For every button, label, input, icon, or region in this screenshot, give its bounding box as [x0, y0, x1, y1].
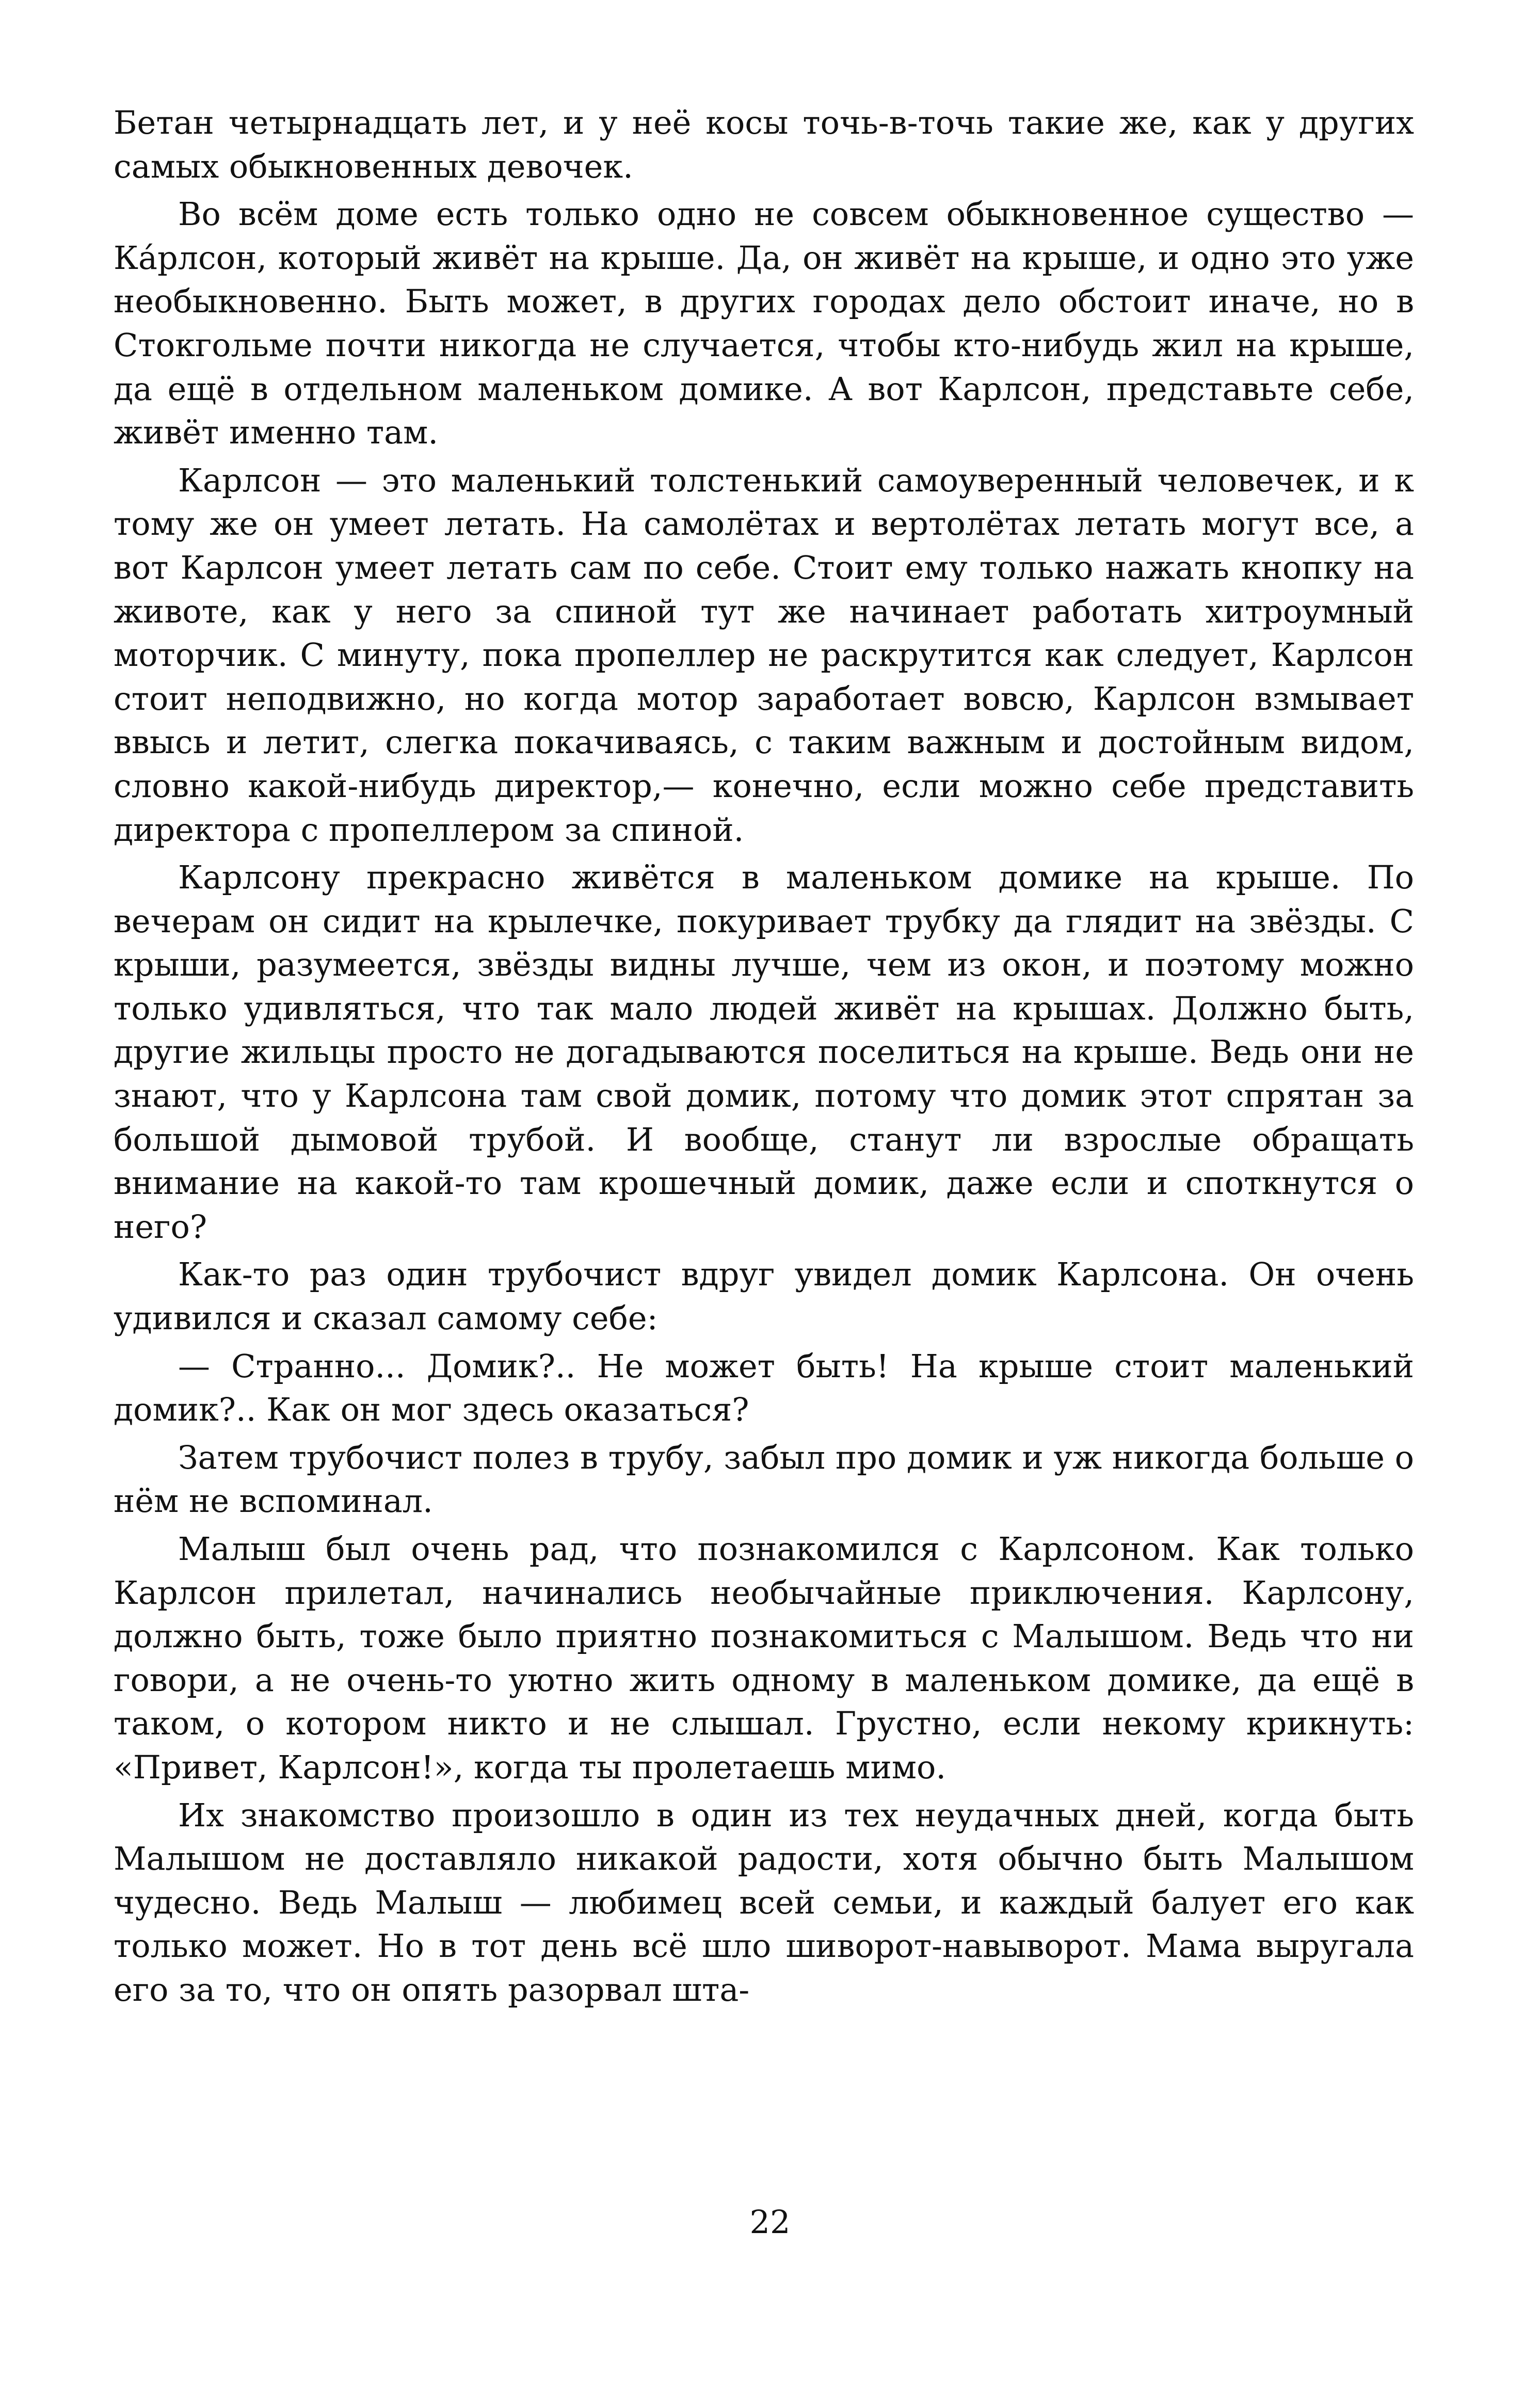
paragraph: Малыш был очень рад, что познакомился с Карлсоном. Как только Карлсон прилетал, начинались необычайные приключения. Карлсону, должно быть, тоже было приятно познакомиться с Малышом. Ведь что ни говори, а не очень-то уютно жить одному в маленьком домике, да ещё в таком, о котором никто и не слышал. Грустно, если некому крикнуть: «Привет, Карлсон!», когда ты пролетаешь мимо. [114, 1530, 1414, 1786]
paragraph: Карлсону прекрасно живётся в маленьком домике на крыше. По вечерам он сидит на крылечке, покуривает трубку да глядит на звёзды. С крыши, разумеется, звёзды видны лучше, чем из окон, и поэтому можно только удивляться, что так мало людей живёт на крышах. Должно быть, другие жильцы просто не догадываются поселиться на крыше. Ведь они не знают, что у Карлсона там свой домик, потому что домик этот спрятан за большой дымовой трубой. И вообще, станут ли взрослые обращать внимание на какой-то там крошечный домик, даже если и споткнутся о него? [114, 858, 1414, 1246]
paragraph: Бетан четырнадцать лет, и у неё косы точь-в-точь такие же, как у других самых обыкновенных девочек. [114, 104, 1414, 185]
paragraph: Как-то раз один трубочист вдруг увидел домик Карлсона. Он очень удивился и сказал самому себе: [114, 1255, 1414, 1337]
paragraph: Во всём доме есть только одно не совсем обыкновенное существо — Ка́рлсон, который живёт на крыше. Да, он живёт на крыше, и одно это уже необыкновенно. Быть может, в других городах дело обстоит иначе, но в Стокгольме почти никогда не случается, чтобы кто-нибудь жил на крыше, да ещё в отдельном маленьком домике. А вот Карлсон, представьте себе, живёт именно там. [114, 195, 1414, 452]
page-number: 22 [749, 2203, 791, 2241]
paragraph: Их знакомство произошло в один из тех неудачных дней, когда быть Малышом не доставляло никакой радости, хотя обычно быть Малышом чудесно. Ведь Малыш — любимец всей семьи, и каждый балует его как только может. Но в тот день всё шло шиворот-навыворот. Мама выругала его за то, что он опять разорвал шта- [114, 1796, 1414, 2009]
paragraph: Затем трубочист полез в трубу, забыл про домик и уж никогда больше о нём не вспоминал. [114, 1438, 1414, 1520]
paragraph: — Странно... Домик?.. Не может быть! На крыше стоит маленький домик?.. Как он мог здесь оказаться? [114, 1347, 1414, 1429]
body-text [114, 101, 1414, 2016]
paragraph: Карлсон — это маленький толстенький самоуверенный человечек, и к тому же он умеет летать. На самолётах и вертолётах летать могут все, а вот Карлсон умеет летать сам по себе. Стоит ему только нажать кнопку на животе, как у него за спиной тут же начинает работать хитроумный моторчик. С минуту, пока пропеллер не раскрутится как следует, Карлсон стоит неподвижно, но когда мотор заработает вовсю, Карлсон взмывает ввысь и летит, слегка покачиваясь, с таким важным и достойным видом, словно какой-нибудь директор,— конечно, если можно себе представить директора с пропеллером за спиной. [114, 461, 1414, 849]
